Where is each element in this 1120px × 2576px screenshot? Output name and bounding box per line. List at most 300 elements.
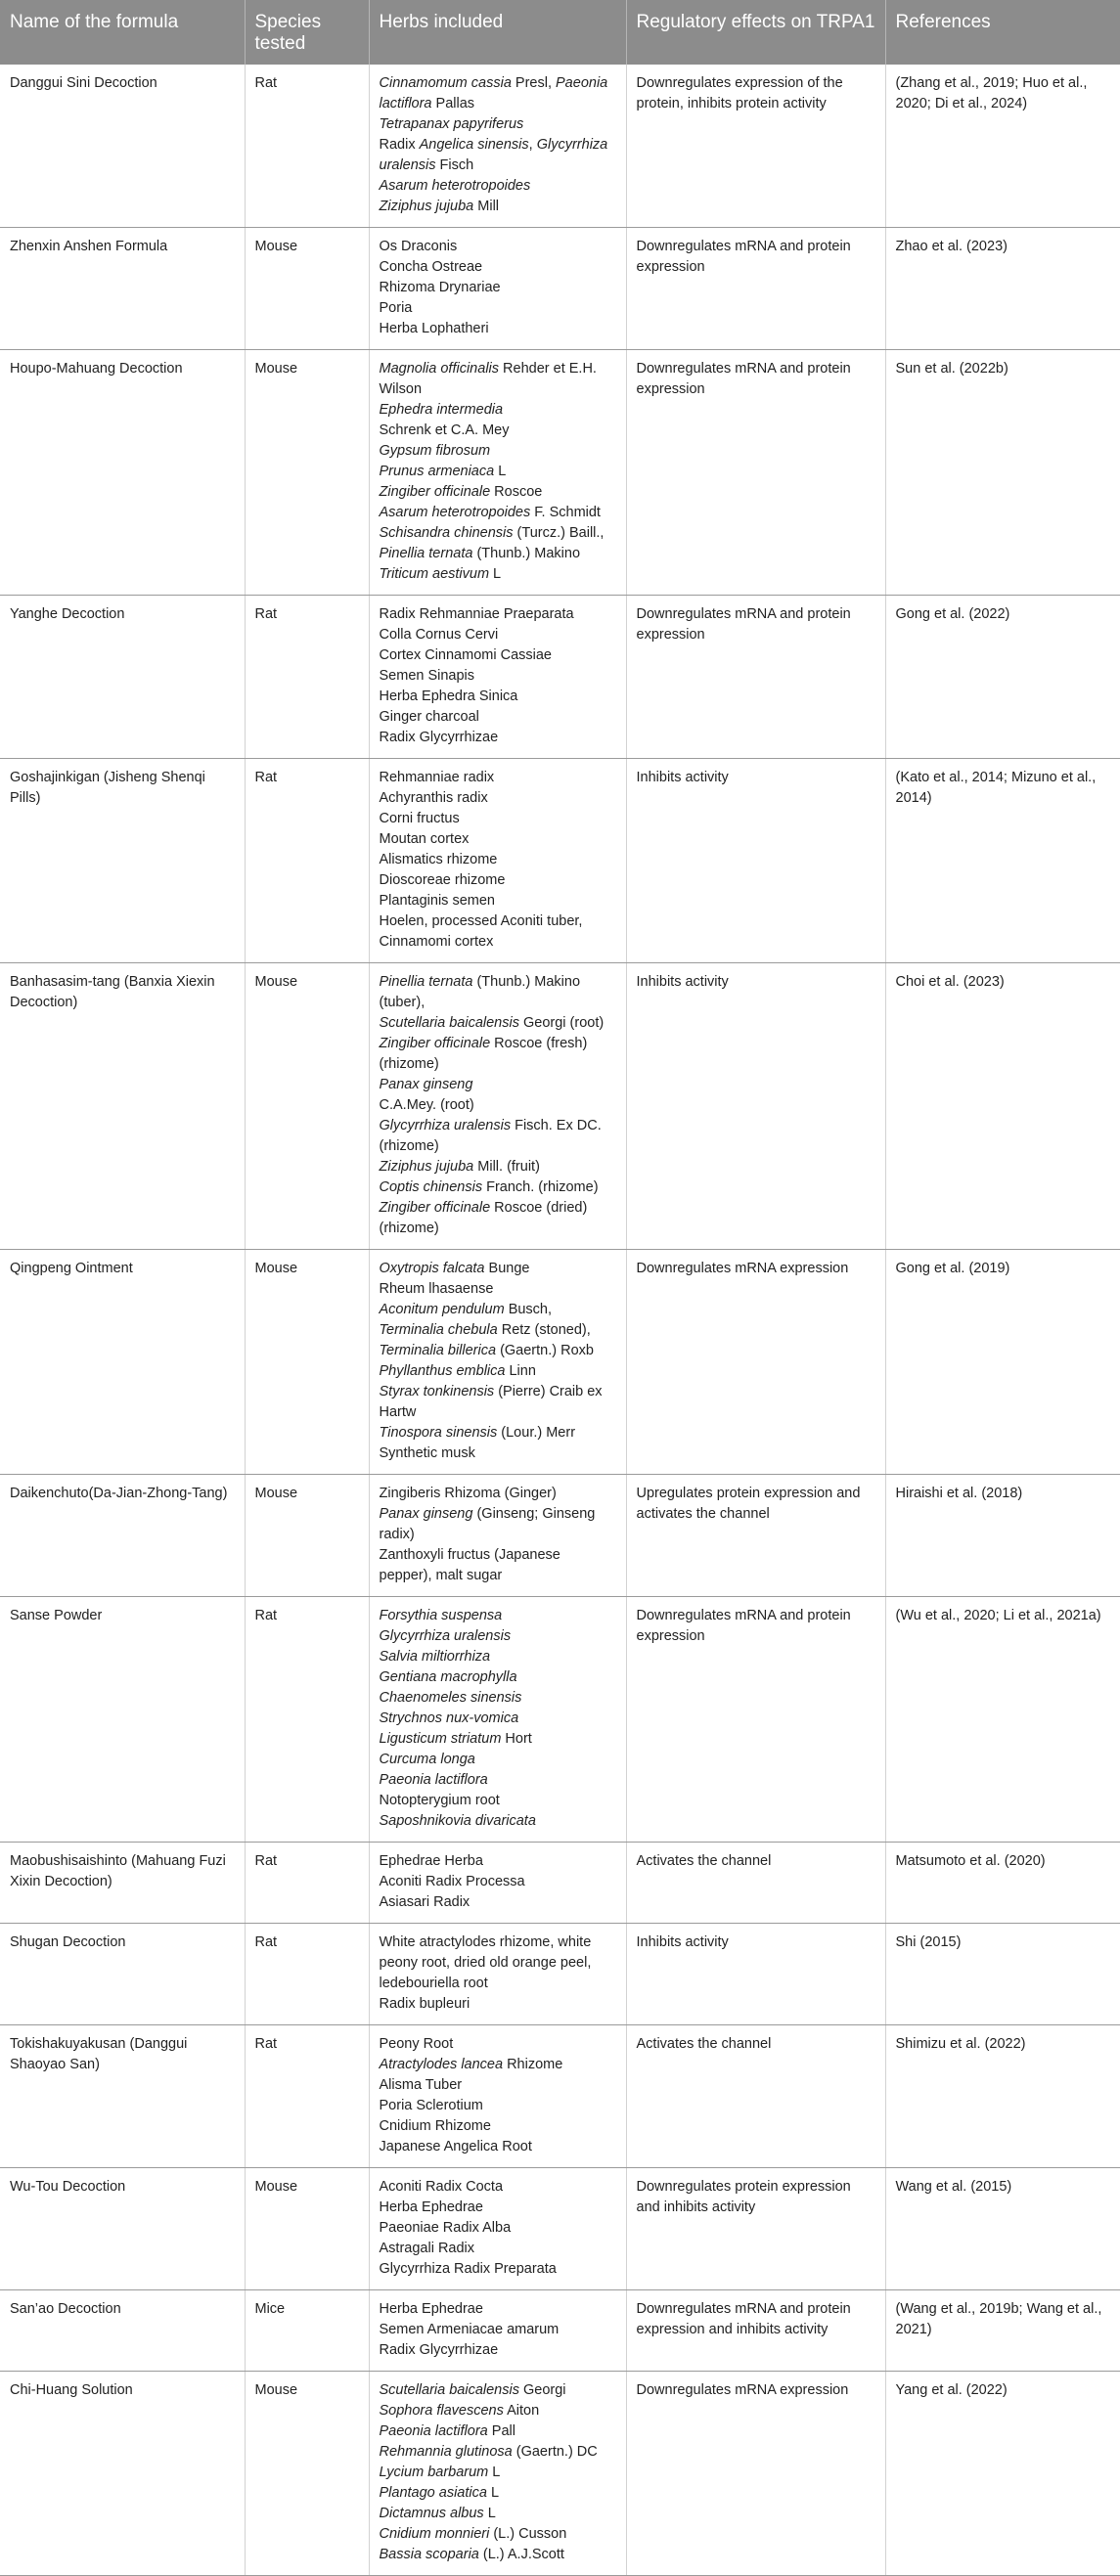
header-regulatory-effects: Regulatory effects on TRPA1	[626, 0, 885, 65]
herb-text: Radix Rehmanniae Praeparata	[379, 606, 574, 622]
species-cell: Mouse	[245, 1250, 369, 1475]
herb-line	[380, 788, 616, 809]
herb-species-name: Lycium barbarum	[379, 2465, 489, 2480]
herb-text: Aiton	[503, 2403, 540, 2419]
herb-text: Rhizome	[503, 2057, 563, 2072]
herb-species-name: Cinnamomum cassia	[379, 75, 512, 91]
herb-text: Aconiti Radix Cocta	[379, 2179, 504, 2195]
herb-line	[380, 1013, 616, 1034]
herb-species-name: Styrax tonkinensis	[379, 1384, 495, 1399]
herb-species-name: Paeonia lactiflora	[379, 2423, 488, 2439]
herb-line	[380, 441, 616, 462]
herb-species-name: Zingiber officinale	[379, 1036, 491, 1051]
herb-text: Rhizoma Drynariae	[379, 280, 501, 295]
herb-species-name: Scutellaria baicalensis	[379, 2382, 519, 2398]
herb-line	[380, 237, 616, 257]
herb-line	[380, 911, 616, 953]
species-cell: Rat	[245, 1597, 369, 1843]
herbs-cell	[369, 963, 626, 1250]
herb-text: Glycyrrhiza Radix Preparata	[379, 2261, 557, 2277]
herb-text: (Ginseng; Ginseng radix)	[379, 1506, 596, 1542]
herb-species-name: Strychnos nux-vomica	[379, 1710, 519, 1726]
herb-text: Herba Lophatheri	[379, 321, 489, 336]
herb-species-name: Paeonia lactiflora	[379, 75, 608, 111]
header-row	[0, 0, 1120, 65]
herb-text: Herba Ephedra Sinica	[379, 688, 518, 704]
references-cell: (Zhang et al., 2019; Huo et al., 2020; Di et al., 2024)	[885, 65, 1120, 228]
herb-text: Busch,	[504, 1302, 553, 1317]
references-cell: Choi et al. (2023)	[885, 963, 1120, 1250]
herb-line	[380, 850, 616, 870]
herb-text: Notopterygium root	[379, 1793, 500, 1808]
herb-species-name: Curcuma longa	[379, 1752, 475, 1767]
herb-line	[380, 1932, 616, 1994]
species-cell: Mouse	[245, 350, 369, 596]
species-cell: Rat	[245, 2025, 369, 2168]
herb-line	[380, 870, 616, 891]
herb-species-name: Sophora flavescens	[379, 2403, 504, 2419]
herb-text: Corni fructus	[379, 811, 460, 826]
table-row	[0, 2290, 1120, 2372]
herb-line	[380, 197, 616, 217]
herb-line	[380, 728, 616, 748]
references-cell: (Kato et al., 2014; Mizuno et al., 2014)	[885, 759, 1120, 963]
herb-species-name: Ligusticum striatum	[379, 1731, 502, 1747]
herb-text: Rehder et E.H. Wilson	[379, 361, 597, 397]
formula-name-cell: Tokishakuyakusan (Danggui Shaoyao San)	[0, 2025, 245, 2168]
herb-line	[380, 462, 616, 482]
herb-line	[380, 544, 616, 564]
herb-line	[380, 1688, 616, 1709]
table-row	[0, 1924, 1120, 2025]
herb-species-name: Asarum heterotropoides	[379, 505, 531, 520]
herb-line	[380, 1157, 616, 1177]
herb-line	[380, 1341, 616, 1361]
herb-species-name: Ziziphus jujuba	[379, 1159, 474, 1175]
herb-text: (L.) Cusson	[489, 2526, 567, 2542]
herb-text: L	[483, 2506, 496, 2521]
herb-species-name: Glycyrrhiza uralensis	[379, 1628, 512, 1644]
herb-line	[380, 1361, 616, 1382]
references-cell: Shimizu et al. (2022)	[885, 2025, 1120, 2168]
herb-text: Alismatics rhizome	[379, 852, 498, 867]
herb-line	[380, 1259, 616, 1279]
herb-line	[380, 1423, 616, 1443]
regulatory-effect-cell: Upregulates protein expression and activates the channel	[626, 1475, 885, 1597]
formula-name-cell: Houpo-Mahuang Decoction	[0, 350, 245, 596]
species-cell: Mice	[245, 2290, 369, 2372]
herb-species-name: Tinospora sinensis	[379, 1425, 498, 1441]
herb-text: (Turcz.) Baill.,	[513, 525, 605, 541]
table-row	[0, 1250, 1120, 1475]
regulatory-effect-cell: Downregulates mRNA expression	[626, 1250, 885, 1475]
references-cell: Wang et al. (2015)	[885, 2168, 1120, 2290]
references-cell: Gong et al. (2022)	[885, 596, 1120, 759]
herbs-cell	[369, 1597, 626, 1843]
herb-species-name: Asarum heterotropoides	[379, 178, 531, 194]
species-cell: Rat	[245, 65, 369, 228]
herb-text: (L.) A.J.Scott	[478, 2547, 564, 2562]
herb-text: Moutan cortex	[379, 831, 470, 847]
herb-text: Schrenk et C.A. Mey	[379, 422, 510, 438]
herb-text: Fisch. Ex DC. (rhizome)	[379, 1118, 602, 1154]
herb-text: Japanese Angelica Root	[379, 2139, 532, 2154]
herb-line	[380, 1892, 616, 1913]
herb-line	[380, 278, 616, 298]
herb-species-name: Atractylodes lancea	[379, 2057, 504, 2072]
herb-text: Ephedrae Herba	[379, 1853, 483, 1869]
table-row	[0, 2025, 1120, 2168]
herb-text: (Gaertn.) Roxb	[496, 1343, 594, 1358]
herb-species-name: Scutellaria baicalensis	[379, 1015, 519, 1031]
table-row	[0, 2372, 1120, 2576]
herb-line	[380, 503, 616, 523]
herb-line	[380, 2442, 616, 2463]
herb-line	[380, 1606, 616, 1626]
herb-line	[380, 2524, 616, 2545]
herb-line	[380, 1851, 616, 1872]
herb-line	[380, 482, 616, 503]
species-cell: Mouse	[245, 2372, 369, 2576]
herb-text: Mill	[473, 199, 500, 214]
herb-species-name: Prunus armeniaca	[379, 464, 495, 479]
regulatory-effect-cell: Activates the channel	[626, 1843, 885, 1924]
herb-species-name: Coptis chinensis	[379, 1179, 483, 1195]
herb-species-name: Gentiana macrophylla	[379, 1669, 517, 1685]
herb-species-name: Terminalia billerica	[379, 1343, 497, 1358]
formula-name-cell: Goshajinkigan (Jisheng Shenqi Pills)	[0, 759, 245, 963]
herb-line	[380, 2096, 616, 2116]
herb-text: Aconiti Radix Processa	[379, 1874, 525, 1889]
herb-text: Poria	[379, 300, 413, 316]
herb-line	[380, 1034, 616, 1075]
herb-text: Roscoe	[490, 484, 543, 500]
herb-line	[380, 2218, 616, 2239]
herb-text: Radix bupleuri	[379, 1996, 470, 2012]
formula-name-cell: Maobushisaishinto (Mahuang Fuzi Xixin Decoction)	[0, 1843, 245, 1924]
regulatory-effect-cell: Inhibits activity	[626, 963, 885, 1250]
herb-text: L	[494, 464, 507, 479]
herb-line	[380, 1484, 616, 1504]
formula-name-cell: San’ao Decoction	[0, 2290, 245, 2372]
herb-text: Alisma Tuber	[379, 2077, 463, 2093]
herb-species-name: Phyllanthus emblica	[379, 1363, 506, 1379]
references-cell: Zhao et al. (2023)	[885, 228, 1120, 350]
herb-species-name: Cnidium monnieri	[379, 2526, 490, 2542]
herb-line	[380, 2116, 616, 2137]
herb-line	[380, 564, 616, 585]
herb-line	[380, 2055, 616, 2075]
herb-species-name: Pinellia ternata	[379, 974, 473, 990]
herb-line	[380, 2545, 616, 2565]
herb-text: L	[486, 2485, 500, 2501]
herb-line	[380, 1729, 616, 1750]
herb-text: Synthetic musk	[379, 1445, 475, 1461]
table-row	[0, 596, 1120, 759]
table-header	[0, 0, 1120, 65]
references-cell: Hiraishi et al. (2018)	[885, 1475, 1120, 1597]
species-cell: Mouse	[245, 2168, 369, 2290]
herb-text: L	[488, 2465, 501, 2480]
regulatory-effect-cell: Downregulates expression of the protein, inhibits protein activity	[626, 65, 885, 228]
herb-species-name: Triticum aestivum	[379, 566, 490, 582]
herb-text: Ginger charcoal	[379, 709, 479, 725]
table-row	[0, 65, 1120, 228]
herb-species-name: Saposhnikovia divaricata	[379, 1813, 536, 1829]
formula-name-cell: Sanse Powder	[0, 1597, 245, 1843]
species-cell: Mouse	[245, 1475, 369, 1597]
herb-line	[380, 2259, 616, 2280]
herbs-cell	[369, 1843, 626, 1924]
herb-text: ,	[528, 137, 537, 153]
herb-line	[380, 73, 616, 114]
herb-line	[380, 2177, 616, 2198]
formula-name-cell: Danggui Sini Decoction	[0, 65, 245, 228]
herb-species-name: Tetrapanax papyriferus	[379, 116, 524, 132]
herb-line	[380, 625, 616, 645]
species-cell: Rat	[245, 1843, 369, 1924]
table-row	[0, 228, 1120, 350]
herb-line	[380, 1750, 616, 1770]
herb-line	[380, 2483, 616, 2504]
herb-text: (Pierre) Craib ex Hartw	[379, 1384, 603, 1420]
herb-text: Linn	[505, 1363, 536, 1379]
herb-text: Fisch	[435, 157, 474, 173]
herb-text: Roscoe (fresh) (rhizome)	[379, 1036, 588, 1072]
herb-line	[380, 972, 616, 1013]
herb-species-name: Ephedra intermedia	[379, 402, 504, 418]
herb-text: Retz (stoned),	[497, 1322, 591, 1338]
herb-text: Radix	[379, 137, 420, 153]
herb-species-name: Paeonia lactiflora	[379, 1772, 488, 1788]
herbs-cell	[369, 65, 626, 228]
regulatory-effect-cell: Activates the channel	[626, 2025, 885, 2168]
herb-line	[380, 645, 616, 666]
herb-line	[380, 2421, 616, 2442]
herb-species-name: Oxytropis falcata	[379, 1261, 485, 1276]
herb-text: F. Schmidt	[530, 505, 601, 520]
herb-text: L	[489, 566, 502, 582]
herb-line	[380, 257, 616, 278]
herb-line	[380, 666, 616, 687]
herb-line	[380, 2504, 616, 2524]
herb-text: Astragali Radix	[379, 2241, 475, 2256]
herb-text: Zingiberis Rhizoma (Ginger)	[379, 1486, 557, 1501]
herb-line	[380, 2340, 616, 2361]
herb-line	[380, 2320, 616, 2340]
herb-text: Colla Cornus Cervi	[379, 627, 499, 643]
header-herbs: Herbs included	[369, 0, 626, 65]
herbs-cell	[369, 596, 626, 759]
herb-line	[380, 1626, 616, 1647]
table-row	[0, 1475, 1120, 1597]
herb-line	[380, 2463, 616, 2483]
herbs-cell	[369, 350, 626, 596]
herbs-cell	[369, 1924, 626, 2025]
species-cell: Rat	[245, 1924, 369, 2025]
herb-line	[380, 1667, 616, 1688]
table-row	[0, 963, 1120, 1250]
herb-text: Rehmanniae radix	[379, 770, 495, 785]
herb-species-name: Zingiber officinale	[379, 1200, 491, 1216]
herb-text: Semen Sinapis	[379, 668, 475, 684]
species-cell: Rat	[245, 759, 369, 963]
herb-line	[380, 604, 616, 625]
herb-species-name: Bassia scoparia	[379, 2547, 479, 2562]
herb-line	[380, 768, 616, 788]
herb-line	[380, 1443, 616, 1464]
herb-species-name: Ziziphus jujuba	[379, 199, 474, 214]
herb-text: Os Draconis	[379, 239, 458, 254]
herb-text: Pall	[487, 2423, 515, 2439]
herb-text: (Thunb.) Makino	[472, 546, 581, 561]
regulatory-effect-cell: Downregulates mRNA and protein expression	[626, 228, 885, 350]
herb-line	[380, 1075, 616, 1095]
header-references: References	[885, 0, 1120, 65]
herbs-cell	[369, 2168, 626, 2290]
regulatory-effect-cell: Downregulates mRNA and protein expression	[626, 350, 885, 596]
herb-species-name: Gypsum fibrosum	[379, 443, 491, 459]
species-cell: Rat	[245, 596, 369, 759]
references-cell: (Wang et al., 2019b; Wang et al., 2021)	[885, 2290, 1120, 2372]
herb-species-name: Plantago asiatica	[379, 2485, 487, 2501]
herb-text: (Thunb.) Makino (tuber),	[379, 974, 581, 1010]
herb-line	[380, 1095, 616, 1116]
references-cell: (Wu et al., 2020; Li et al., 2021a)	[885, 1597, 1120, 1843]
herb-line	[380, 1279, 616, 1300]
herb-line	[380, 298, 616, 319]
herb-line	[380, 176, 616, 197]
herb-text: Mill. (fruit)	[473, 1159, 540, 1175]
herb-line	[380, 135, 616, 176]
table-row	[0, 350, 1120, 596]
herb-line	[380, 319, 616, 339]
herb-line	[380, 891, 616, 911]
herb-text: Poria Sclerotium	[379, 2098, 483, 2113]
table-row	[0, 1597, 1120, 1843]
formula-name-cell: Chi-Huang Solution	[0, 2372, 245, 2576]
regulatory-effect-cell: Downregulates mRNA and protein expression and inhibits activity	[626, 2290, 885, 2372]
herb-text: Roscoe (dried) (rhizome)	[379, 1200, 588, 1236]
formula-name-cell: Yanghe Decoction	[0, 596, 245, 759]
herb-line	[380, 2034, 616, 2055]
herb-text: Paeoniae Radix Alba	[379, 2220, 512, 2236]
herb-line	[380, 1791, 616, 1811]
herb-species-name: Forsythia suspensa	[379, 1608, 503, 1623]
formula-name-cell: Banhasasim-tang (Banxia Xiexin Decoction)	[0, 963, 245, 1250]
herb-text: Plantaginis semen	[379, 893, 495, 909]
formula-name-cell: Shugan Decoction	[0, 1924, 245, 2025]
header-species: Species tested	[245, 0, 369, 65]
formula-name-cell: Daikenchuto(Da-Jian-Zhong-Tang)	[0, 1475, 245, 1597]
herb-line	[380, 2401, 616, 2421]
herb-text: (Lour.) Merr	[497, 1425, 576, 1441]
table-row	[0, 2168, 1120, 2290]
references-cell: Gong et al. (2019)	[885, 1250, 1120, 1475]
herb-line	[380, 1545, 616, 1586]
table-body	[0, 65, 1120, 2576]
herb-line	[380, 2299, 616, 2320]
herb-line	[380, 1177, 616, 1198]
herb-text: Radix Glycyrrhizae	[379, 730, 499, 745]
herb-text: Presl,	[511, 75, 557, 91]
regulatory-effect-cell: Downregulates protein expression and inhibits activity	[626, 2168, 885, 2290]
herbs-cell	[369, 2372, 626, 2576]
herb-species-name: Rehmannia glutinosa	[379, 2444, 513, 2460]
herb-line	[380, 1770, 616, 1791]
herb-text: Georgi	[518, 2382, 566, 2398]
herb-line	[380, 1320, 616, 1341]
herb-line	[380, 421, 616, 441]
herb-species-name: Panax ginseng	[379, 1506, 473, 1522]
herb-text: (Gaertn.) DC	[512, 2444, 598, 2460]
references-cell: Shi (2015)	[885, 1924, 1120, 2025]
herb-species-name: Glycyrrhiza uralensis	[379, 137, 608, 173]
species-cell: Mouse	[245, 228, 369, 350]
references-cell: Sun et al. (2022b)	[885, 350, 1120, 596]
herb-line	[380, 523, 616, 544]
herb-text: Cnidium Rhizome	[379, 2118, 491, 2134]
species-cell: Mouse	[245, 963, 369, 1250]
herb-species-name: Salvia miltiorrhiza	[379, 1649, 491, 1665]
herb-text: Bunge	[484, 1261, 530, 1276]
herb-text: Georgi (root)	[518, 1015, 605, 1031]
herb-line	[380, 2137, 616, 2157]
herb-text: C.A.Mey. (root)	[379, 1097, 474, 1113]
herb-species-name: Angelica sinensis	[419, 137, 529, 153]
herbs-cell	[369, 1475, 626, 1597]
herb-species-name: Dictamnus albus	[379, 2506, 484, 2521]
herb-text: Rheum lhasaense	[379, 1281, 494, 1297]
herbs-cell	[369, 228, 626, 350]
herb-text: Concha Ostreae	[379, 259, 483, 275]
herb-text: Cortex Cinnamomi Cassiae	[379, 647, 552, 663]
references-cell: Yang et al. (2022)	[885, 2372, 1120, 2576]
herb-text: Semen Armeniacae amarum	[379, 2322, 560, 2337]
herb-species-name: Schisandra chinensis	[379, 525, 514, 541]
herb-text: White atractylodes rhizome, white peony root, dried old orange peel, ledebouriella root	[379, 1934, 592, 1991]
header-formula-name: Name of the formula	[0, 0, 245, 65]
herb-line	[380, 114, 616, 135]
herbs-cell	[369, 2025, 626, 2168]
herb-line	[380, 1504, 616, 1545]
herb-text: Hoelen, processed Aconiti tuber, Cinnamomi cortex	[379, 913, 583, 950]
herb-species-name: Pinellia ternata	[379, 546, 473, 561]
herb-text: Franch. (rhizome)	[482, 1179, 599, 1195]
regulatory-effect-cell: Inhibits activity	[626, 759, 885, 963]
herb-line	[380, 2198, 616, 2218]
regulatory-effect-cell: Downregulates mRNA expression	[626, 2372, 885, 2576]
formula-name-cell: Wu-Tou Decoction	[0, 2168, 245, 2290]
herb-species-name: Terminalia chebula	[379, 1322, 498, 1338]
herb-text: Dioscoreae rhizome	[379, 872, 506, 888]
herb-line	[380, 1382, 616, 1423]
herb-line	[380, 1300, 616, 1320]
herb-species-name: Chaenomeles sinensis	[379, 1690, 522, 1706]
herb-line	[380, 809, 616, 829]
herb-line	[380, 707, 616, 728]
herb-line	[380, 400, 616, 421]
herb-line	[380, 829, 616, 850]
herb-text: Hort	[501, 1731, 532, 1747]
herb-text: Asiasari Radix	[379, 1894, 470, 1910]
herb-line	[380, 1709, 616, 1729]
herb-text: Radix Glycyrrhizae	[379, 2342, 499, 2358]
regulatory-effect-cell: Downregulates mRNA and protein expression	[626, 1597, 885, 1843]
herbs-cell	[369, 1250, 626, 1475]
herb-line	[380, 1647, 616, 1667]
herb-line	[380, 1872, 616, 1892]
